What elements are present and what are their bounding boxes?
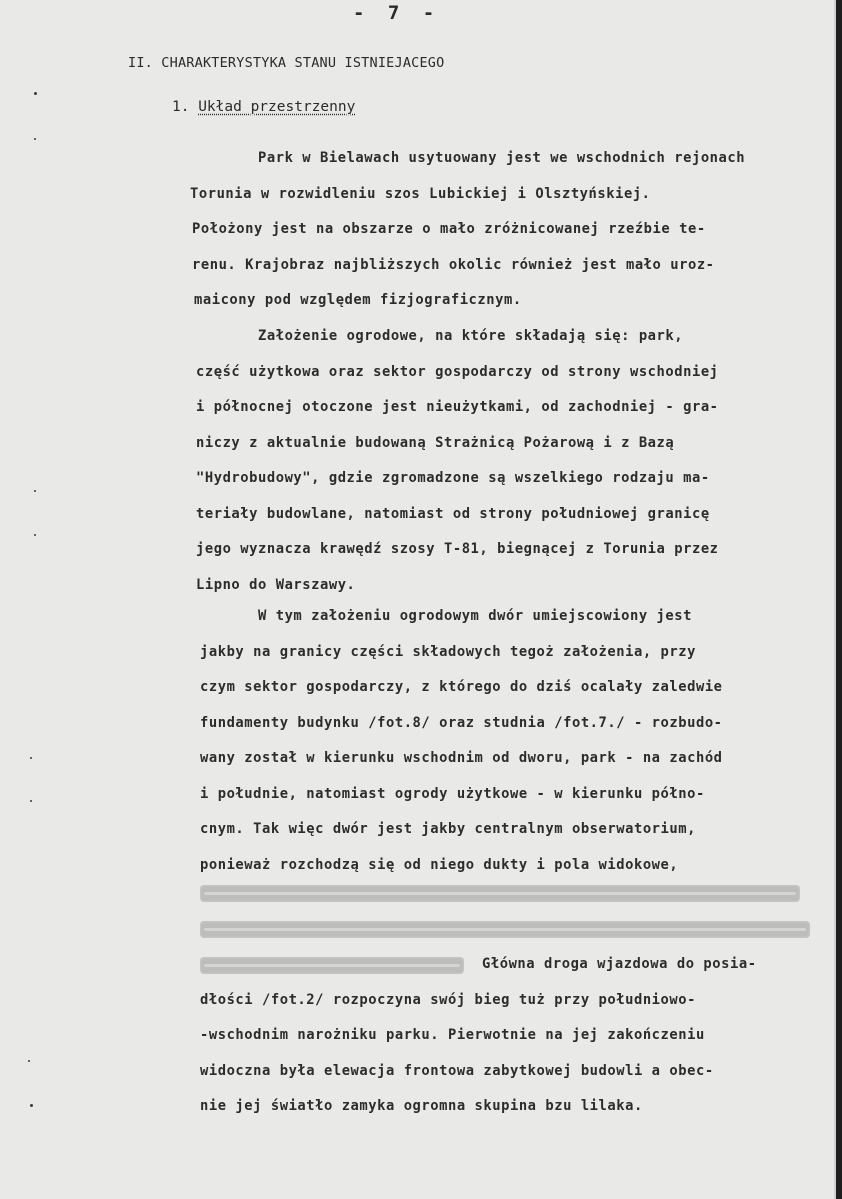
text-line: maicony pod względem fizjograficznym. (194, 292, 522, 308)
page-number: - 7 - (353, 2, 441, 24)
text-line: Główna droga wjazdowa do posia- (482, 956, 757, 972)
text-line: jego wyznacza krawędź szosy T-81, biegnącej z Torunia przez (196, 541, 719, 557)
text-line: niczy z aktualnie budowaną Strażnicą Pożarową i z Bazą (196, 434, 675, 451)
subsection-title: Układ przestrzenny (198, 99, 356, 115)
text-line: i północnej otoczone jest nieużytkami, od zachodniej - gra- (196, 399, 719, 415)
margin-mark (30, 1104, 33, 1107)
margin-mark (30, 800, 32, 802)
text-line: fundamenty budynku /fot.8/ oraz studnia /fot.7./ - rozbudo- (200, 714, 723, 731)
paragraph-location (190, 141, 840, 319)
text-line: Położony jest na obszarze o mało zróżnicowanej rzeźbie te- (192, 221, 706, 237)
text-line: teriały budowlane, natomiast od strony południowej granicę (196, 505, 710, 522)
text-line: cnym. Tak więc dwór jest jakby centralnym obserwatorium, (200, 821, 696, 837)
text-line: renu. Krajobraz najbliższych okolic również jest mało uroz- (192, 256, 715, 273)
redacted-line (200, 885, 800, 902)
paragraph-access-road (200, 947, 840, 1125)
text-line: Park w Bielawach usytuowany jest we wschodnich rejonach (258, 150, 746, 166)
text-line: Założenie ogrodowe, na które składają się: park, (258, 328, 684, 344)
text-line: widoczna była elewacja frontowa zabytkowej budowli a obec- (200, 1062, 714, 1079)
margin-mark (28, 1060, 30, 1062)
text-line: Lipno do Warszawy. (196, 576, 356, 593)
text-line: "Hydrobudowy", gdzie zgromadzone są wszelkiego rodzaju ma- (196, 470, 710, 486)
text-line: część użytkowa oraz sektor gospodarczy od strony wschodniej (196, 363, 719, 380)
margin-mark (34, 92, 37, 95)
margin-mark (34, 534, 36, 536)
margin-mark (34, 138, 36, 140)
text-line: -wschodnim narożniku parku. Pierwotnie na jej zakończeniu (200, 1027, 705, 1043)
paragraph-layout (200, 599, 840, 883)
margin-mark (34, 490, 36, 492)
subsection-number: 1. (172, 99, 190, 115)
text-line: jakby na granicy części składowych tegoż założenia, przy (200, 643, 696, 660)
text-line: nie jej światło zamyka ogromna skupina bzu lilaka. (200, 1098, 643, 1114)
text-line: Torunia w rozwidleniu szos Lubickiej i Olsztyńskiej. (190, 185, 651, 202)
text-line: dłości /fot.2/ rozpoczyna swój bieg tuż przy południowo- (200, 991, 696, 1008)
text-line: i południe, natomiast ogrody użytkowe - w kierunku półno- (200, 785, 705, 802)
text-line: ponieważ rozchodzą się od niego dukty i pola widokowe, (200, 856, 679, 873)
subsection-heading (172, 99, 355, 115)
margin-mark (30, 757, 32, 759)
paragraph-surroundings (196, 319, 840, 603)
text-line: W tym założeniu ogrodowym dwór umiejscowiony jest (258, 608, 692, 624)
text-line: czym sektor gospodarczy, z którego do dziś ocalały zaledwie (200, 679, 723, 695)
section-title: II. CHARAKTERYSTYKA STANU ISTNIEJACEGO (128, 55, 445, 71)
redacted-line (200, 921, 810, 938)
text-line: wany został w kierunku wschodnim od dworu, park - na zachód (200, 750, 723, 766)
